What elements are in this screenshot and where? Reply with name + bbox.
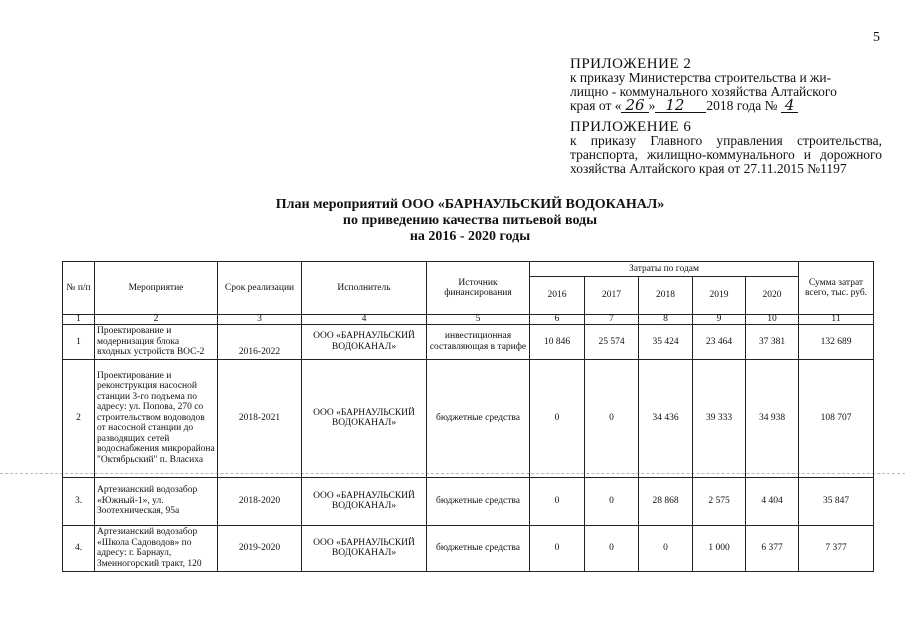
appendix-2-line1: к приказу Министерства строительства и жи-	[570, 70, 832, 85]
table-row	[63, 359, 874, 477]
table-row	[63, 525, 874, 571]
appendix-2-date-line	[570, 96, 882, 114]
handwritten-day: 26	[621, 99, 648, 113]
cell-executor: ООО «БАРНАУЛЬСКИЙ ВОДОКАНАЛ»	[302, 525, 427, 571]
cell-2016: 0	[530, 359, 585, 477]
cell-source: бюджетные средства	[427, 525, 530, 571]
cell-measure: Проектирование и реконструкция насосной станции 3-го подъема по адресу: ул. Попова, 270 со строительством водоводов от насосной станции до разводящих сетей водоснабжения микрорайона "Октябрьский" п. Власиха	[95, 359, 218, 477]
table-row	[63, 477, 874, 525]
header-total: Сумма затрат всего, тыс. руб.	[799, 262, 874, 315]
header-measure: Мероприятие	[95, 262, 218, 315]
measures-table	[62, 261, 874, 572]
col-number: 4	[302, 315, 427, 325]
title-line3: на 2016 - 2020 годы	[409, 229, 531, 244]
cell-2019: 39 333	[693, 359, 746, 477]
cell-2017: 0	[585, 359, 639, 477]
col-number: 11	[799, 315, 874, 325]
cell-executor: ООО «БАРНАУЛЬСКИЙ ВОДОКАНАЛ»	[302, 359, 427, 477]
cell-total: 35 847	[799, 477, 874, 525]
cell-period: 2018-2020	[218, 477, 302, 525]
document-title	[160, 197, 780, 245]
cell-measure: Проектирование и модернизация блока входных устройств ВОС-2	[95, 325, 218, 360]
appendix-6-block	[570, 120, 882, 176]
header-2020: 2020	[746, 277, 799, 315]
header-costs: Затраты по годам	[530, 262, 799, 277]
cell-2020: 34 938	[746, 359, 799, 477]
date-prefix: края от «	[570, 98, 622, 113]
col-number: 2	[95, 315, 218, 325]
col-number: 8	[639, 315, 693, 325]
appendix-2-line2: лищно - коммунального хозяйства Алтайского	[570, 84, 837, 99]
col-number: 6	[530, 315, 585, 325]
col-number: 3	[218, 315, 302, 325]
cell-period: 2018-2021	[218, 359, 302, 477]
header-num: № п/п	[63, 262, 95, 315]
col-number: 10	[746, 315, 799, 325]
cell-num: 1	[63, 325, 95, 360]
appendix-2-header: ПРИЛОЖЕНИЕ 2	[570, 56, 692, 72]
cell-total: 108 707	[799, 359, 874, 477]
cell-executor: ООО «БАРНАУЛЬСКИЙ ВОДОКАНАЛ»	[302, 325, 427, 360]
cell-executor: ООО «БАРНАУЛЬСКИЙ ВОДОКАНАЛ»	[302, 477, 427, 525]
header-period: Срок реализации	[218, 262, 302, 315]
appendix-6-header: ПРИЛОЖЕНИЕ 6	[570, 119, 692, 135]
cell-2017: 0	[585, 525, 639, 571]
cell-2016: 0	[530, 477, 585, 525]
col-number: 5	[427, 315, 530, 325]
date-mid: »	[648, 98, 656, 113]
cell-2020: 6 377	[746, 525, 799, 571]
cell-2019: 1 000	[693, 525, 746, 571]
cell-source: бюджетные средства	[427, 359, 530, 477]
column-numbers-row	[63, 315, 874, 325]
cell-2020: 4 404	[746, 477, 799, 525]
cell-2016: 0	[530, 525, 585, 571]
cell-total: 132 689	[799, 325, 874, 360]
cell-2019: 2 575	[693, 477, 746, 525]
col-number: 1	[63, 315, 95, 325]
cell-num: 3.	[63, 477, 95, 525]
cell-2018: 0	[639, 525, 693, 571]
col-number: 9	[693, 315, 746, 325]
table-row	[63, 325, 874, 360]
page-number: 5	[873, 30, 880, 45]
header-executor: Исполнитель	[302, 262, 427, 315]
cell-num: 2	[63, 359, 95, 477]
cell-2018: 28 868	[639, 477, 693, 525]
appendix-6-text: к приказу Главного управления строительства, транспорта, жилищно-коммунального и дорожного хозяйства Алтайского края от 27.11.2015 №1197	[570, 133, 882, 176]
cell-2020: 37 381	[746, 325, 799, 360]
cell-2016: 10 846	[530, 325, 585, 360]
header-2019: 2019	[693, 277, 746, 315]
header-2018: 2018	[639, 277, 693, 315]
cell-2017: 0	[585, 477, 639, 525]
cell-period: 2019-2020	[218, 525, 302, 571]
header-2017: 2017	[585, 277, 639, 315]
cell-2018: 34 436	[639, 359, 693, 477]
appendix-2-block	[570, 57, 882, 113]
cell-measure: Артезианский водозабор «Южный-1», ул. Зоотехническая, 95а	[95, 477, 218, 525]
cell-source: инвестиционная составляющая в тарифе	[427, 325, 530, 360]
cell-measure: Артезианский водозабор «Школа Садоводов» по адресу: г. Барнаул, Змеиногорский тракт, 120	[95, 525, 218, 571]
handwritten-number: 4	[781, 99, 799, 113]
cell-2017: 25 574	[585, 325, 639, 360]
header-source: Источник финансирования	[427, 262, 530, 315]
cell-2018: 35 424	[639, 325, 693, 360]
cell-period: 2016-2022	[218, 325, 302, 360]
col-number: 7	[585, 315, 639, 325]
title-line1: План мероприятий ООО «БАРНАУЛЬСКИЙ ВОДОКАНАЛ»	[275, 197, 665, 212]
cell-source: бюджетные средства	[427, 477, 530, 525]
header-2016: 2016	[530, 277, 585, 315]
cell-total: 7 377	[799, 525, 874, 571]
title-line2: по приведению качества питьевой воды	[342, 213, 598, 228]
cell-2019: 23 464	[693, 325, 746, 360]
handwritten-month: 12	[655, 99, 706, 113]
date-year: 2018 года №	[706, 98, 778, 113]
cell-num: 4.	[63, 525, 95, 571]
